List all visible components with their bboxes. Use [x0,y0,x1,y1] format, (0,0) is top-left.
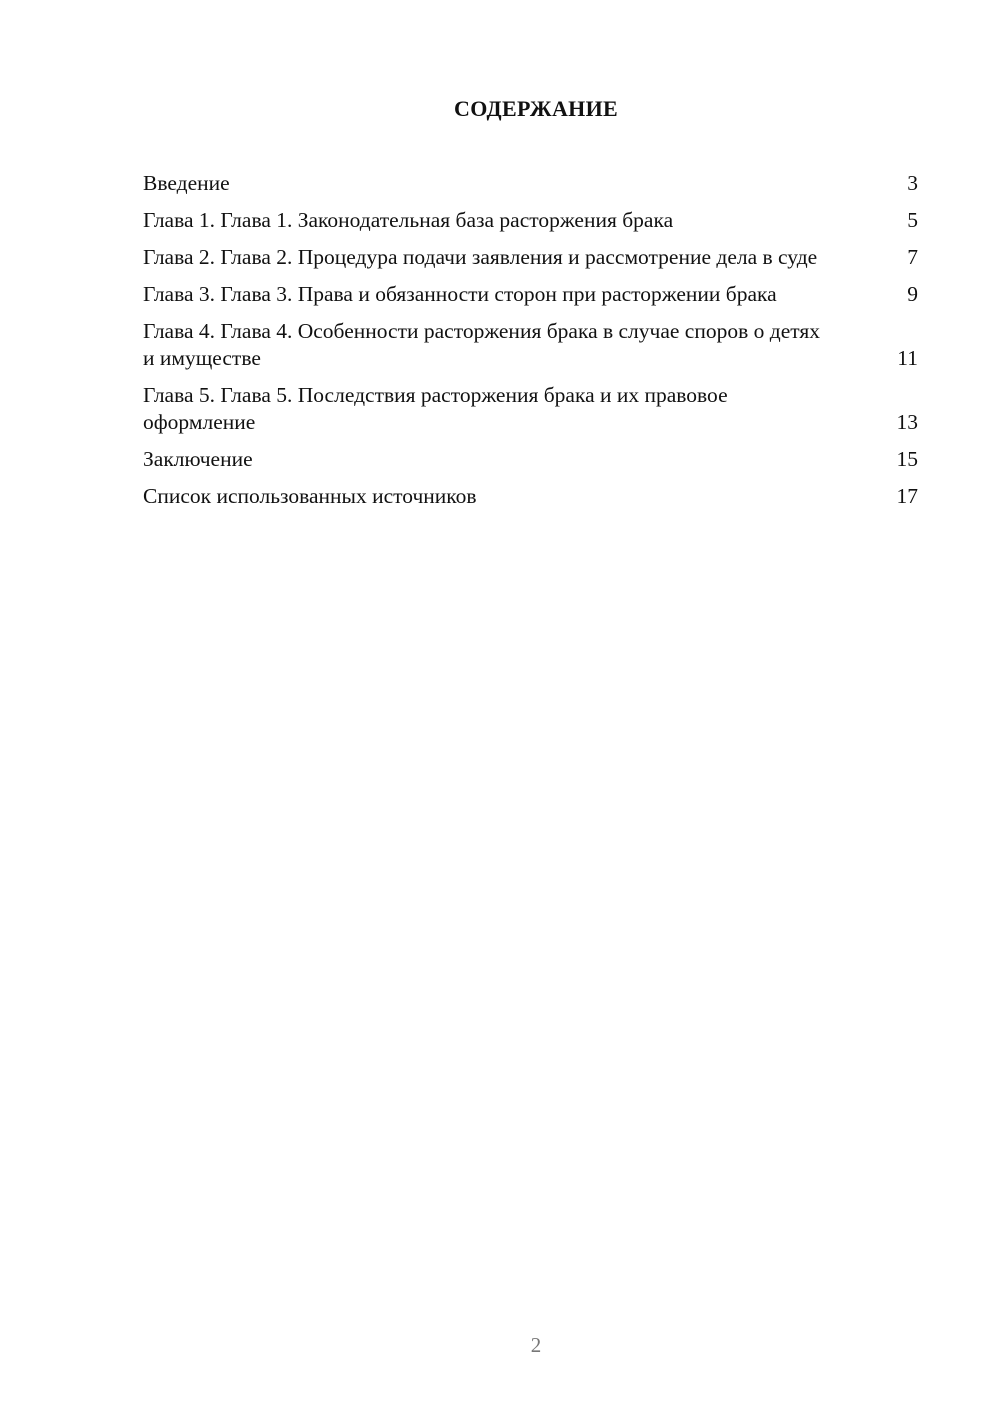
toc-entry-page: 15 [896,447,918,471]
toc-entry-page: 7 [907,245,918,269]
toc-entry-introduction[interactable] [143,170,918,197]
toc-entry-label: Заключение [143,447,253,471]
toc-entry-chapter-5[interactable] [143,382,918,436]
toc-entry-chapter-3[interactable] [143,281,918,308]
toc-title: СОДЕРЖАНИЕ [454,96,618,121]
table-of-contents [143,170,918,520]
toc-entry-page: 13 [896,410,918,434]
toc-entry-label: Глава 2. Глава 2. Процедура подачи заявления и рассмотрение дела в суде [143,245,818,269]
toc-entry-label: Глава 5. Глава 5. Последствия расторжения брака и их правовое оформление [143,383,728,434]
toc-entry-references[interactable] [143,483,918,510]
toc-entry-page: 9 [907,282,918,306]
page-number: 2 [530,1333,542,1357]
toc-entry-chapter-2[interactable] [143,244,918,271]
toc-entry-chapter-1[interactable] [143,207,918,234]
toc-entry-label: Глава 1. Глава 1. Законодательная база расторжения брака [143,208,674,232]
toc-entry-page: 3 [907,171,918,195]
toc-entry-page: 17 [896,484,918,508]
toc-entry-chapter-4[interactable] [143,318,918,372]
toc-entry-label: Глава 4. Глава 4. Особенности расторжения брака в случае споров о детях и имуществе [143,319,820,370]
toc-entry-conclusion[interactable] [143,446,918,473]
toc-entry-label: Список использованных источников [143,484,477,508]
toc-entry-page: 11 [897,346,918,370]
toc-entry-label: Глава 3. Глава 3. Права и обязанности сторон при расторжении брака [143,282,777,306]
toc-entry-label: Введение [143,171,230,195]
toc-entry-page: 5 [907,208,918,232]
